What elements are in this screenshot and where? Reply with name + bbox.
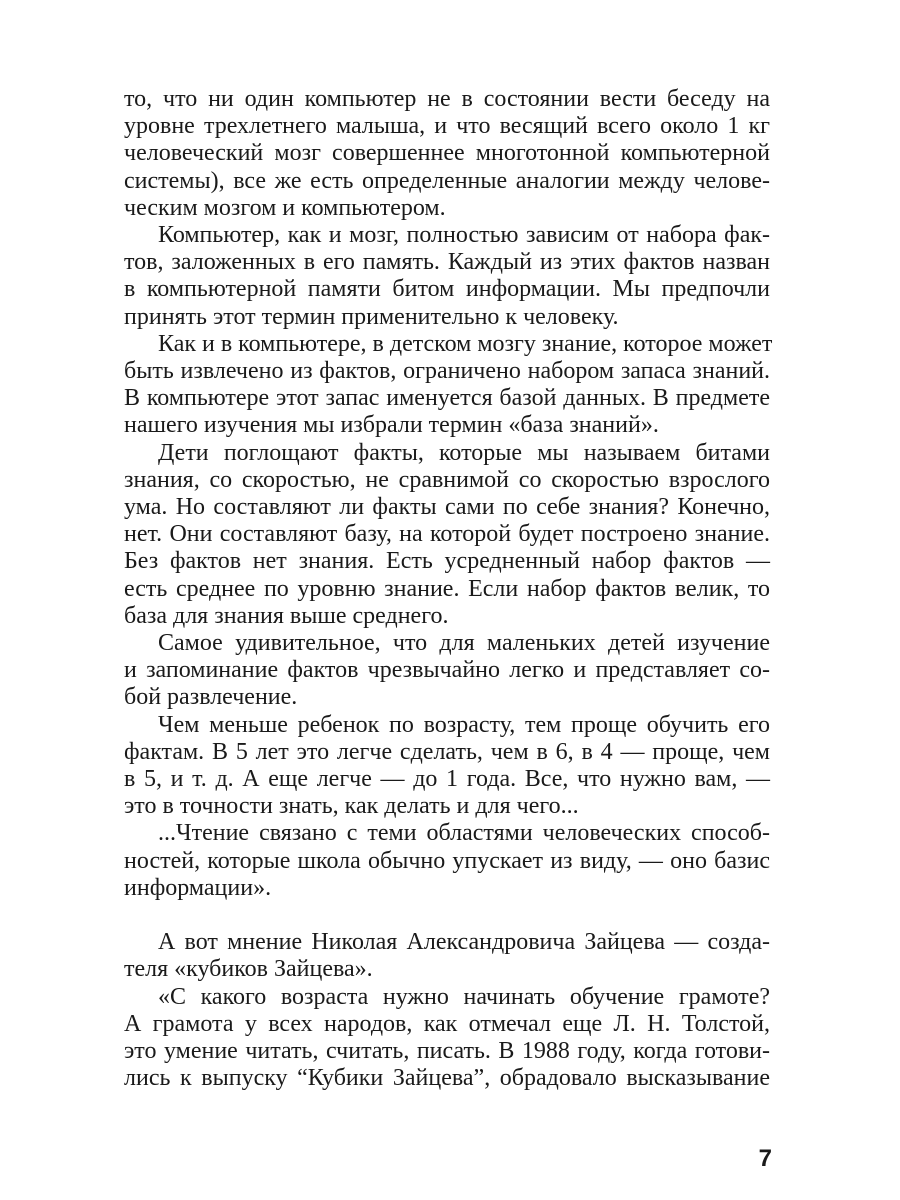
text-line: «С какого возраста нужно начинать обучение грамоте? [158,983,770,1010]
paragraph-7 [124,820,770,902]
section-gap [124,902,770,929]
text-line: А вот мнение Николая Александровича Зайцева — созда- [158,929,770,956]
text-line: ума. Но составляют ли факты сами по себе знания? Конечно, [124,494,770,521]
text-line: принять этот термин применительно к человеку. [124,303,619,330]
text-line: Компьютер, как и мозг, полностью зависим от набора фак- [158,222,770,249]
page-number: 7 [758,1145,772,1172]
text-line: теля «кубиков Зайцева». [124,956,373,983]
text-line: Как и в компьютере, в детском мозгу знание, которое может [158,330,773,357]
text-line: база для знания выше среднего. [124,602,449,629]
text-line: тов, заложенных в его память. Каждый из этих фактов назван [124,249,770,276]
text-line: человеческий мозг совершеннее многотонной компьютерной [124,140,770,167]
text-line: в компьютерной памяти битом информации. Мы предпочли [124,276,770,303]
text-line: Самое удивительное, что для маленьких детей изучение [158,630,770,657]
paragraph-5 [124,630,770,712]
paragraph-4 [124,440,770,630]
paragraph-2 [124,222,770,331]
text-line: лись к выпуску “Кубики Зайцева”, обрадовало высказывание [124,1065,770,1092]
text-line: ...Чтение связано с теми областями человеческих способ- [158,820,770,847]
text-line: фактам. В 5 лет это легче сделать, чем в 6, в 4 — проще, чем [124,738,770,765]
text-line: это умение читать, считать, писать. В 1988 году, когда готови- [124,1037,770,1064]
paragraph-8 [124,929,770,983]
paragraph-1 [124,86,770,222]
text-line: то, что ни один компьютер не в состоянии вести беседу на [124,86,770,112]
text-line: есть среднее по уровню знание. Если набор фактов велик, то [124,575,770,602]
text-line: В компьютере этот запас именуется базой данных. В предмете [124,385,770,412]
text-line: нашего изучения мы избрали термин «база знаний». [124,412,659,439]
text-line: нет. Они составляют базу, на которой будет построено знание. [124,521,770,548]
text-line: знания, со скоростью, не сравнимой со скоростью взрослого [124,466,770,493]
text-line: в 5, и т. д. А еще легче — до 1 года. Все, что нужно вам, — [124,766,770,793]
text-line: и запоминание фактов чрезвычайно легко и представляет со- [124,657,770,684]
text-line: Без фактов нет знания. Есть усредненный набор фактов — [124,548,770,575]
page-body [124,86,773,1092]
text-line: бой развлечение. [124,684,298,711]
text-line: информации». [124,874,272,901]
paragraph-3 [124,330,773,440]
text-line: уровне трехлетнего малыша, и что весящий всего около 1 кг [124,113,770,140]
text-line: Чем меньше ребенок по возрасту, тем проще обучить его [158,711,770,738]
text-line: быть извлечено из фактов, ограничено набором запаса знаний. [124,358,770,385]
text-line: системы), все же есть определенные аналогии между челове- [124,167,770,194]
paragraph-6 [124,712,770,821]
paragraph-9 [124,984,770,1093]
text-line: Дети поглощают факты, которые мы называем битами [158,439,770,466]
text-line: А грамота у всех народов, как отмечал еще Л. Н. Толстой, [124,1010,770,1037]
text-line: это в точности знать, как делать и для чего... [124,793,579,820]
text-line: ностей, которые школа обычно упускает из виду, — оно базис [124,847,770,874]
text-line: ческим мозгом и компьютером. [124,194,446,221]
